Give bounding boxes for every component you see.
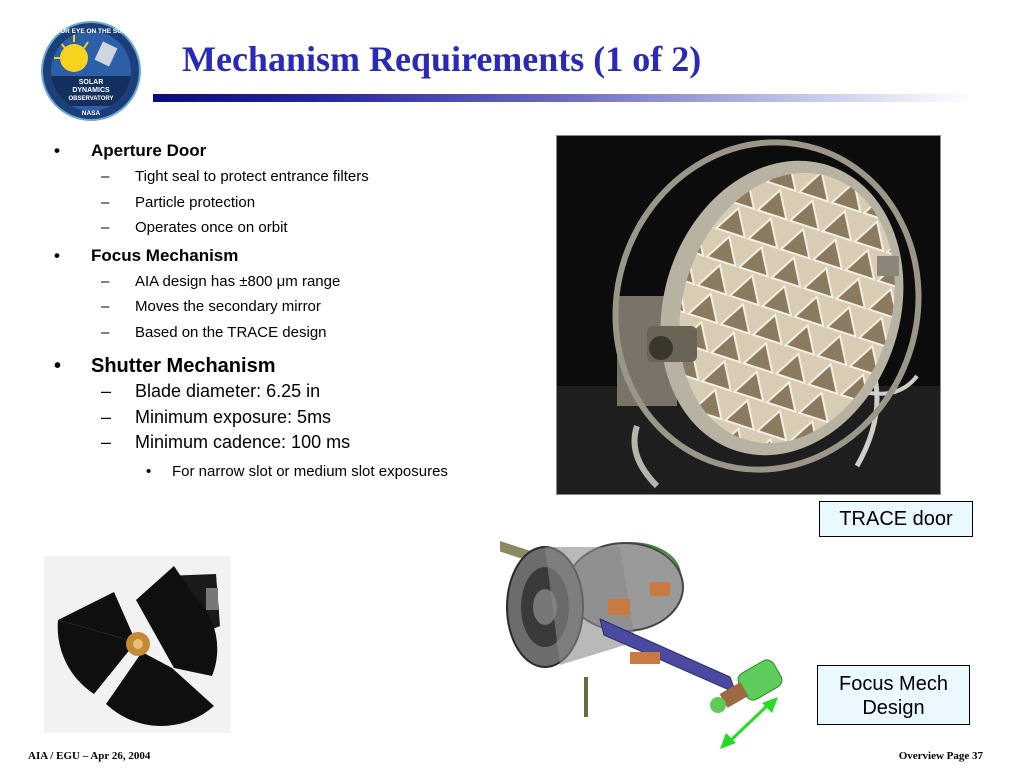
footer-left: AIA / EGU – Apr 26, 2004: [28, 750, 151, 762]
section-heading: • Aperture Door: [54, 141, 207, 160]
focus-callout-line1: Focus Mech: [839, 673, 948, 695]
section-heading: • Shutter Mechanism: [54, 355, 276, 377]
focus-mech-callout: [817, 665, 970, 725]
logo-line1: SOLAR: [78, 79, 104, 86]
trace-door-callout: TRACE door: [819, 501, 973, 537]
focus-callout-line2: Design: [862, 697, 925, 719]
list-item: – Based on the TRACE design: [101, 323, 327, 341]
logo-nasa: NASA: [81, 110, 101, 117]
page-title: Mechanism Requirements (1 of 2): [182, 39, 702, 79]
logo-line2: DYNAMICS: [72, 87, 110, 94]
section-heading: • Focus Mechanism: [54, 245, 239, 265]
trace-door-photo: [556, 135, 941, 495]
logo-line3: OBSERVATORY: [68, 96, 114, 102]
list-item: – Operates once on orbit: [101, 219, 288, 236]
list-subitem: • For narrow slot or medium slot exposures: [146, 462, 448, 480]
motion-arrow-icon: [718, 695, 780, 751]
list-item: – Particle protection: [101, 193, 256, 211]
requirements-list: [54, 140, 524, 484]
list-item: – Minimum cadence: 100 ms: [101, 432, 351, 452]
list-item: – Minimum exposure: 5ms: [101, 406, 332, 427]
logo-ring-text: OUR EYE ON THE SUN: [55, 28, 127, 35]
title-underline: [153, 94, 973, 102]
footer-page-number: Overview Page 37: [898, 750, 983, 762]
list-item: – Tight seal to protect entrance filters: [101, 168, 369, 185]
sdo-logo: [40, 20, 142, 122]
shutter-blade-photo: [44, 556, 230, 733]
list-item: – Blade diameter: 6.25 in: [101, 381, 321, 401]
list-item: – AIA design has ±800 μm range: [101, 272, 341, 290]
list-item: – Moves the secondary mirror: [101, 298, 321, 315]
